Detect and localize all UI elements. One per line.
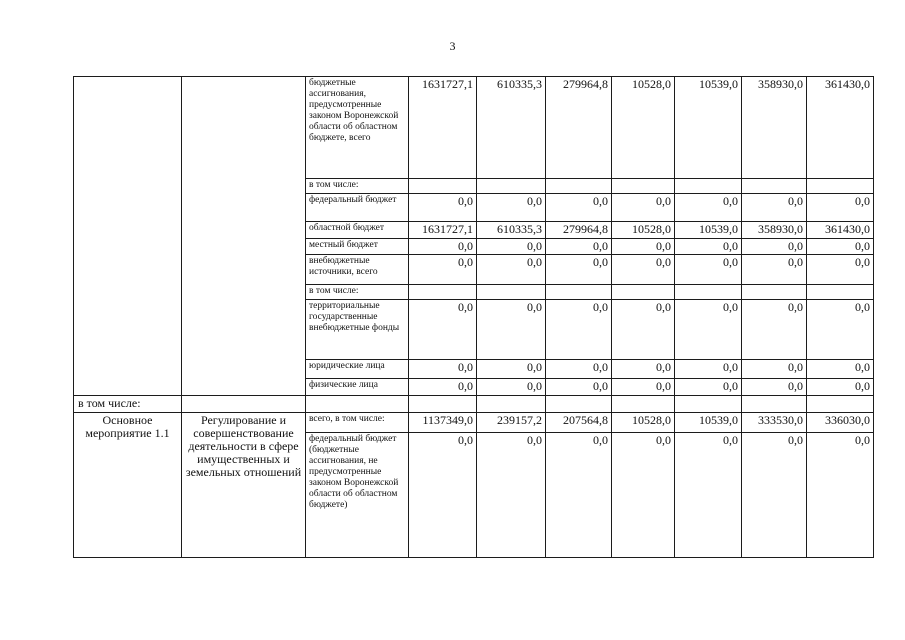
row-label: физические лица bbox=[306, 379, 409, 396]
value-cell bbox=[612, 179, 675, 194]
value-cell bbox=[742, 179, 807, 194]
value-cell: 0,0 bbox=[612, 194, 675, 222]
table-row bbox=[74, 396, 874, 413]
value-cell bbox=[409, 285, 477, 300]
value-cell: 358930,0 bbox=[742, 222, 807, 239]
activity-status: Основное мероприятие 1.1 bbox=[74, 413, 182, 558]
value-cell: 239157,2 bbox=[477, 413, 546, 433]
value-cell: 0,0 bbox=[409, 255, 477, 285]
value-cell: 0,0 bbox=[675, 379, 742, 396]
value-cell: 0,0 bbox=[477, 194, 546, 222]
value-cell bbox=[807, 179, 874, 194]
value-cell bbox=[675, 285, 742, 300]
value-cell: 0,0 bbox=[807, 239, 874, 255]
value-cell bbox=[807, 396, 874, 413]
empty-cell bbox=[182, 396, 306, 413]
value-cell: 610335,3 bbox=[477, 77, 546, 179]
value-cell: 0,0 bbox=[675, 360, 742, 379]
value-cell bbox=[477, 179, 546, 194]
value-cell bbox=[742, 396, 807, 413]
value-cell: 610335,3 bbox=[477, 222, 546, 239]
row-label: местный бюджет bbox=[306, 239, 409, 255]
value-cell: 0,0 bbox=[807, 300, 874, 360]
row-label: федеральный бюджет bbox=[306, 194, 409, 222]
table-row bbox=[74, 413, 874, 433]
value-cell: 279964,8 bbox=[546, 77, 612, 179]
value-cell: 0,0 bbox=[675, 255, 742, 285]
value-cell: 0,0 bbox=[546, 300, 612, 360]
value-cell: 0,0 bbox=[742, 255, 807, 285]
value-cell: 207564,8 bbox=[546, 413, 612, 433]
value-cell: 0,0 bbox=[477, 379, 546, 396]
table-row bbox=[74, 77, 874, 179]
value-cell bbox=[675, 179, 742, 194]
value-cell bbox=[612, 285, 675, 300]
empty-cell bbox=[306, 396, 409, 413]
name-cell-continued bbox=[182, 77, 306, 396]
value-cell: 0,0 bbox=[477, 239, 546, 255]
value-cell: 0,0 bbox=[409, 379, 477, 396]
value-cell: 0,0 bbox=[742, 360, 807, 379]
row-label: в том числе: bbox=[306, 179, 409, 194]
row-label: федеральный бюджет (бюджетные ассигнования, не предусмотренные законом Воронежской области об областном бюджете) bbox=[306, 433, 409, 558]
value-cell bbox=[477, 285, 546, 300]
value-cell: 10539,0 bbox=[675, 77, 742, 179]
value-cell: 1137349,0 bbox=[409, 413, 477, 433]
value-cell: 0,0 bbox=[807, 255, 874, 285]
value-cell: 0,0 bbox=[742, 433, 807, 558]
value-cell: 0,0 bbox=[409, 360, 477, 379]
row-label: внебюджетные источники, всего bbox=[306, 255, 409, 285]
value-cell: 0,0 bbox=[742, 239, 807, 255]
page-number: 3 bbox=[449, 39, 456, 53]
value-cell: 0,0 bbox=[546, 194, 612, 222]
value-cell: 0,0 bbox=[675, 433, 742, 558]
value-cell: 0,0 bbox=[409, 300, 477, 360]
value-cell: 0,0 bbox=[546, 379, 612, 396]
value-cell: 0,0 bbox=[807, 360, 874, 379]
value-cell bbox=[477, 396, 546, 413]
value-cell: 361430,0 bbox=[807, 222, 874, 239]
value-cell: 0,0 bbox=[612, 255, 675, 285]
value-cell: 0,0 bbox=[612, 433, 675, 558]
value-cell: 10539,0 bbox=[675, 222, 742, 239]
row-label: бюджетные ассигнования, предусмотренные законом Воронежской области об областном бюджете, всего bbox=[306, 77, 409, 179]
value-cell: 0,0 bbox=[807, 433, 874, 558]
value-cell bbox=[742, 285, 807, 300]
activity-name: Регулирование и совершенствование деятельности в сфере имущественных и земельных отношений bbox=[182, 413, 306, 558]
value-cell bbox=[546, 179, 612, 194]
row-label: в том числе: bbox=[306, 285, 409, 300]
value-cell: 0,0 bbox=[477, 360, 546, 379]
value-cell bbox=[675, 396, 742, 413]
value-cell: 0,0 bbox=[675, 300, 742, 360]
table-body bbox=[74, 77, 874, 558]
value-cell: 0,0 bbox=[546, 255, 612, 285]
value-cell: 0,0 bbox=[477, 433, 546, 558]
value-cell: 10528,0 bbox=[612, 77, 675, 179]
value-cell: 336030,0 bbox=[807, 413, 874, 433]
value-cell: 0,0 bbox=[742, 194, 807, 222]
section-label: в том числе: bbox=[74, 396, 182, 413]
value-cell: 0,0 bbox=[675, 239, 742, 255]
value-cell: 333530,0 bbox=[742, 413, 807, 433]
value-cell: 0,0 bbox=[612, 379, 675, 396]
row-label: областной бюджет bbox=[306, 222, 409, 239]
value-cell: 0,0 bbox=[546, 239, 612, 255]
value-cell: 0,0 bbox=[409, 433, 477, 558]
value-cell: 10528,0 bbox=[612, 222, 675, 239]
value-cell: 358930,0 bbox=[742, 77, 807, 179]
value-cell bbox=[546, 396, 612, 413]
value-cell: 0,0 bbox=[546, 433, 612, 558]
budget-table bbox=[73, 76, 874, 558]
value-cell bbox=[409, 396, 477, 413]
value-cell: 0,0 bbox=[807, 194, 874, 222]
value-cell bbox=[409, 179, 477, 194]
row-label: юридические лица bbox=[306, 360, 409, 379]
value-cell: 0,0 bbox=[477, 255, 546, 285]
value-cell: 0,0 bbox=[409, 194, 477, 222]
value-cell bbox=[612, 396, 675, 413]
value-cell: 1631727,1 bbox=[409, 77, 477, 179]
value-cell: 0,0 bbox=[612, 239, 675, 255]
value-cell: 0,0 bbox=[546, 360, 612, 379]
value-cell bbox=[807, 285, 874, 300]
value-cell: 361430,0 bbox=[807, 77, 874, 179]
value-cell: 0,0 bbox=[742, 379, 807, 396]
value-cell bbox=[546, 285, 612, 300]
row-label: территориальные государственные внебюджетные фонды bbox=[306, 300, 409, 360]
value-cell: 0,0 bbox=[807, 379, 874, 396]
value-cell: 0,0 bbox=[742, 300, 807, 360]
status-cell-continued bbox=[74, 77, 182, 396]
value-cell: 0,0 bbox=[612, 300, 675, 360]
value-cell: 0,0 bbox=[409, 239, 477, 255]
value-cell: 10539,0 bbox=[675, 413, 742, 433]
value-cell: 0,0 bbox=[477, 300, 546, 360]
row-label: всего, в том числе: bbox=[306, 413, 409, 433]
value-cell: 279964,8 bbox=[546, 222, 612, 239]
value-cell: 0,0 bbox=[612, 360, 675, 379]
value-cell: 0,0 bbox=[675, 194, 742, 222]
value-cell: 10528,0 bbox=[612, 413, 675, 433]
value-cell: 1631727,1 bbox=[409, 222, 477, 239]
